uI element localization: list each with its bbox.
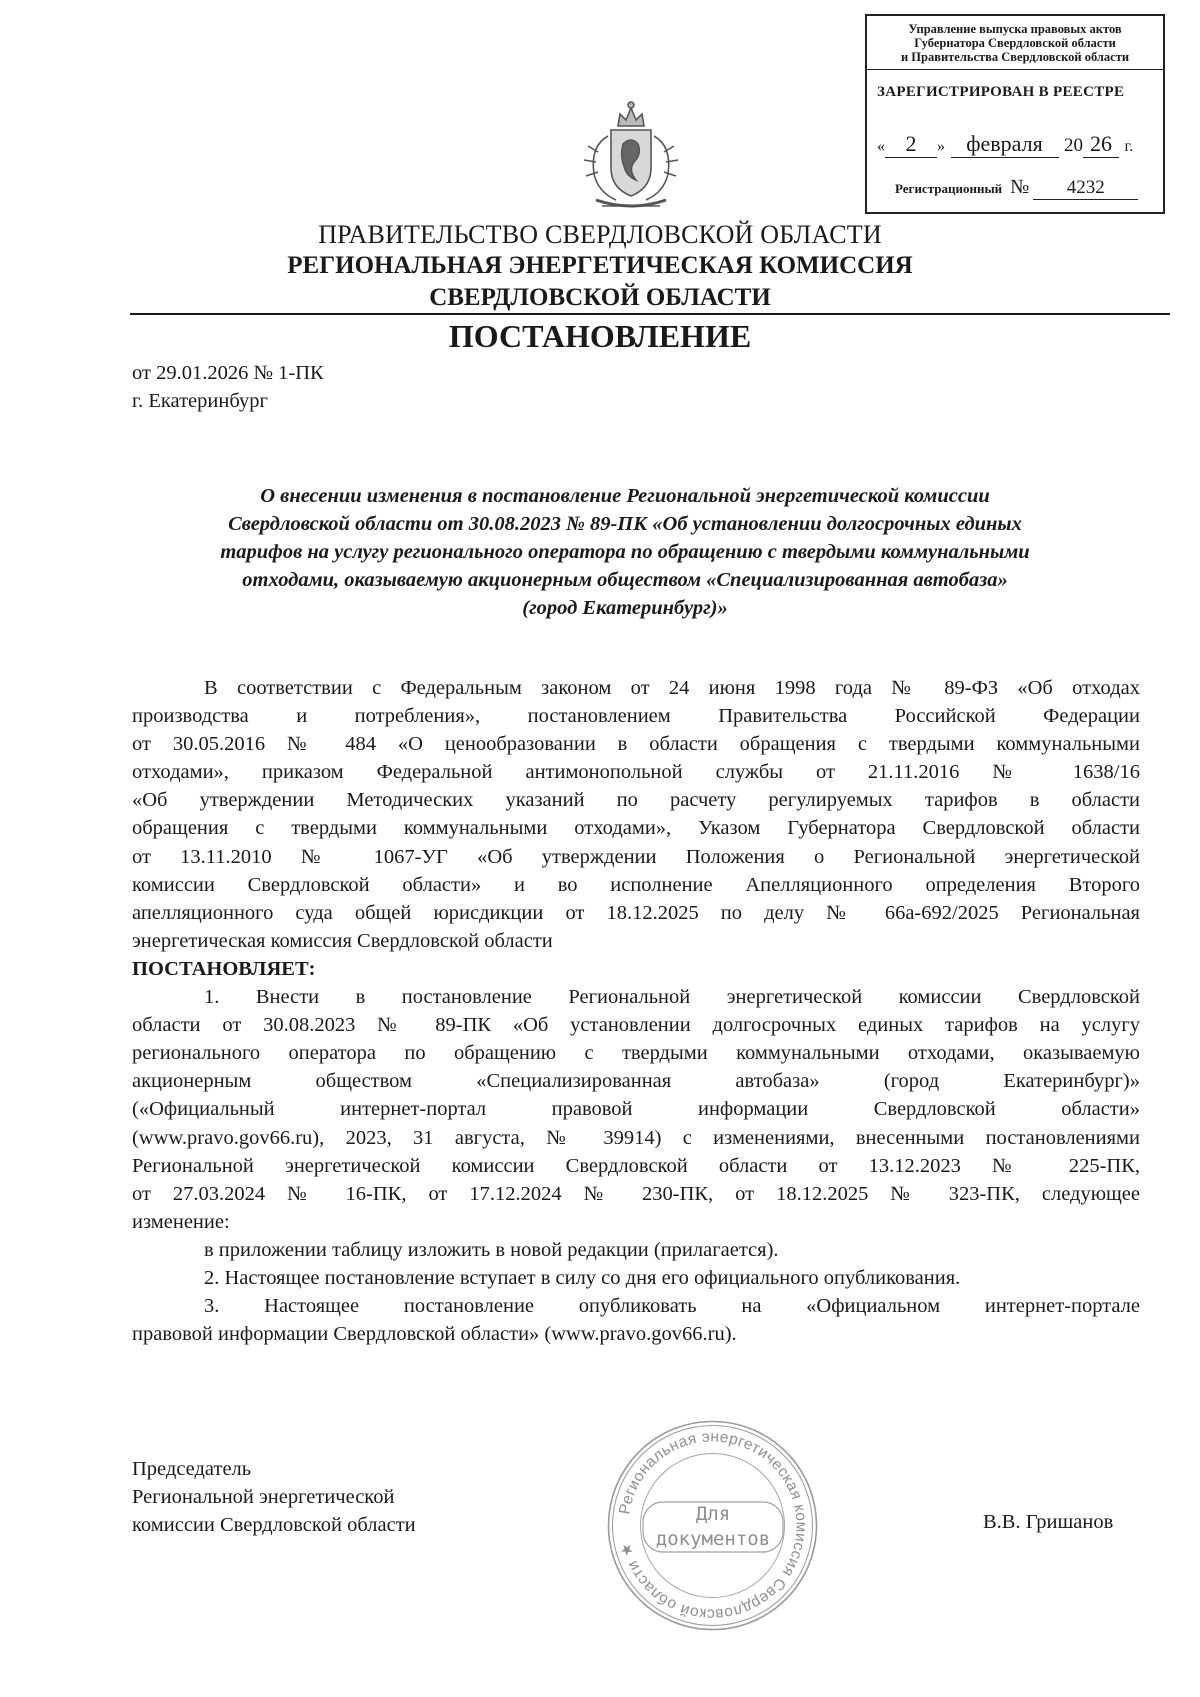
preamble-line: энергетическая комиссия Свердловской области [132,929,553,952]
registry-year-suffix: 26 [1083,131,1119,158]
signatory-title-line: Председатель [132,1458,252,1480]
coat-of-arms-icon [576,96,686,216]
document-date-number: от 29.01.2026 № 1-ПК [132,362,324,384]
registry-month: февраля [951,131,1059,158]
seal-center-line: документов [655,1528,771,1550]
preamble-line: апелляционного суда общей юрисдикции от 18.12.2025 по делу № 66а-692/2025 Региональная [132,901,1140,924]
document-body [132,674,1140,1348]
registry-day: 2 [885,131,937,158]
preamble-line: комиссии Свердловской области» и во исполнение Апелляционного определения Второго [132,873,1140,896]
registered-label: ЗАРЕГИСТРИРОВАН В РЕЕСТРЕ [877,84,1125,100]
preamble-line: от 30.05.2016 № 484 «О ценообразовании в области обращения с твердыми коммунальными [132,733,1140,756]
item-1-line: Региональной энергетической комиссии Свердловской области от 13.12.2023 № 225-ПК, [132,1154,1140,1177]
quote-close: » [937,138,945,155]
header-divider [130,313,1170,315]
item-3-line: 3. Настоящее постановление опубликовать на «Официальном интернет-портале [204,1295,1140,1318]
registry-org-line: и Правительства Свердловской области [900,50,1130,64]
quote-open: « [877,138,885,155]
preamble-line: от 13.11.2010 № 1067-УГ «Об утверждении Положения о Региональной энергетической [132,845,1140,868]
preamble-line: производства и потребления», постановлением Правительства Российской Федерации [132,705,1140,728]
registry-number-row [895,176,1138,200]
signatory-name: В.В. Гришанов [983,1511,1114,1533]
subject-line: О внесении изменения в постановление Региональной энергетической комиссии [260,485,990,507]
signatory-title-line: Региональной энергетической [132,1486,395,1508]
preamble-line: В соответствии с Федеральным законом от 24 июня 1998 года № 89-ФЗ «Об отходах [204,677,1140,699]
registry-year-prefix: 20 [1064,135,1083,156]
reg-number-value: 4232 [1033,177,1138,200]
reg-number-label: Регистрационный [895,181,1003,196]
signatory-title [132,1455,416,1539]
preamble-line: «Об утверждении Методических указаний по расчету регулируемых тарифов в области [132,789,1140,812]
item-1-line: изменение: [132,1210,230,1233]
registry-org-line: Губернатора Свердловской области [914,36,1116,50]
subject-line: тарифов на услугу регионального оператора по обращению с твердыми коммунальными [220,541,1030,563]
document-subject [140,482,1110,622]
item-1-line: (www.pravo.gov66.ru), 2023, 31 августа, № 39914) с изменениями, внесенными постановлениями [132,1126,1140,1149]
subject-line: отходами, оказываемую акционерным обществом «Специализированная автобаза» [242,569,1008,591]
preamble-line: отходами», приказом Федеральной антимонопольной службы от 21.11.2016 № 1638/16 [132,761,1140,784]
commission-title: РЕГИОНАЛЬНАЯ ЭНЕРГЕТИЧЕСКАЯ КОМИССИЯ [287,252,913,279]
item-1-change: в приложении таблицу изложить в новой редакции (прилагается). [204,1238,779,1261]
seal-ring-text: Региональная энергетическая комиссия Свердловской области ★ [616,1428,810,1623]
commission-region: СВЕРДЛОВСКОЙ ОБЛАСТИ [429,284,771,311]
seal-center-line: Для [695,1503,731,1525]
item-2: 2. Настоящее постановление вступает в силу со дня его официального опубликования. [204,1266,961,1289]
item-1-line: 1. Внести в постановление Региональной энергетической комиссии Свердловской [204,986,1140,1009]
registry-stamp [865,14,1165,214]
registry-date [877,131,1133,158]
government-title: ПРАВИТЕЛЬСТВО СВЕРДЛОВСКОЙ ОБЛАСТИ [318,220,882,249]
preamble-line: обращения с твердыми коммунальными отходами», Указом Губернатора Свердловской области [132,817,1140,840]
signatory-title-line: комиссии Свердловской области [132,1514,416,1536]
document-city: г. Екатеринбург [132,390,268,412]
subject-line: (город Екатеринбург)» [522,597,728,619]
number-sign: № [1010,176,1030,198]
item-1-line: акционерным обществом «Специализированная автобаза» (город Екатеринбург)» [132,1070,1140,1093]
item-3-line: правовой информации Свердловской области» (www.pravo.gov66.ru). [132,1323,737,1346]
registry-year-abbr: г. [1124,138,1134,155]
subject-line: Свердловской области от 30.08.2023 № 89-ПК «Об установлении долгосрочных единых [228,513,1022,535]
round-seal-icon [605,1418,820,1633]
item-1-line: области от 30.08.2023 № 89-ПК «Об установлении долгосрочных единых тарифов на услугу [132,1014,1140,1037]
resolves-heading: ПОСТАНОВЛЯЕТ: [132,957,316,980]
registry-stamp-org [867,16,1163,70]
item-1-line: от 27.03.2024 № 16-ПК, от 17.12.2024 № 230-ПК, от 18.12.2025 № 323-ПК, следующее [132,1182,1140,1205]
svg-text:Региональная энергетическая ко [616,1428,809,1622]
item-1-line: регионального оператора по обращению с твердыми коммунальными отходами, оказываемую [132,1042,1140,1065]
document-type: ПОСТАНОВЛЕНИЕ [448,318,752,354]
registry-org-line: Управление выпуска правовых актов [908,22,1122,36]
item-1-line: («Официальный интернет-портал правовой информации Свердловской области» [132,1098,1140,1121]
